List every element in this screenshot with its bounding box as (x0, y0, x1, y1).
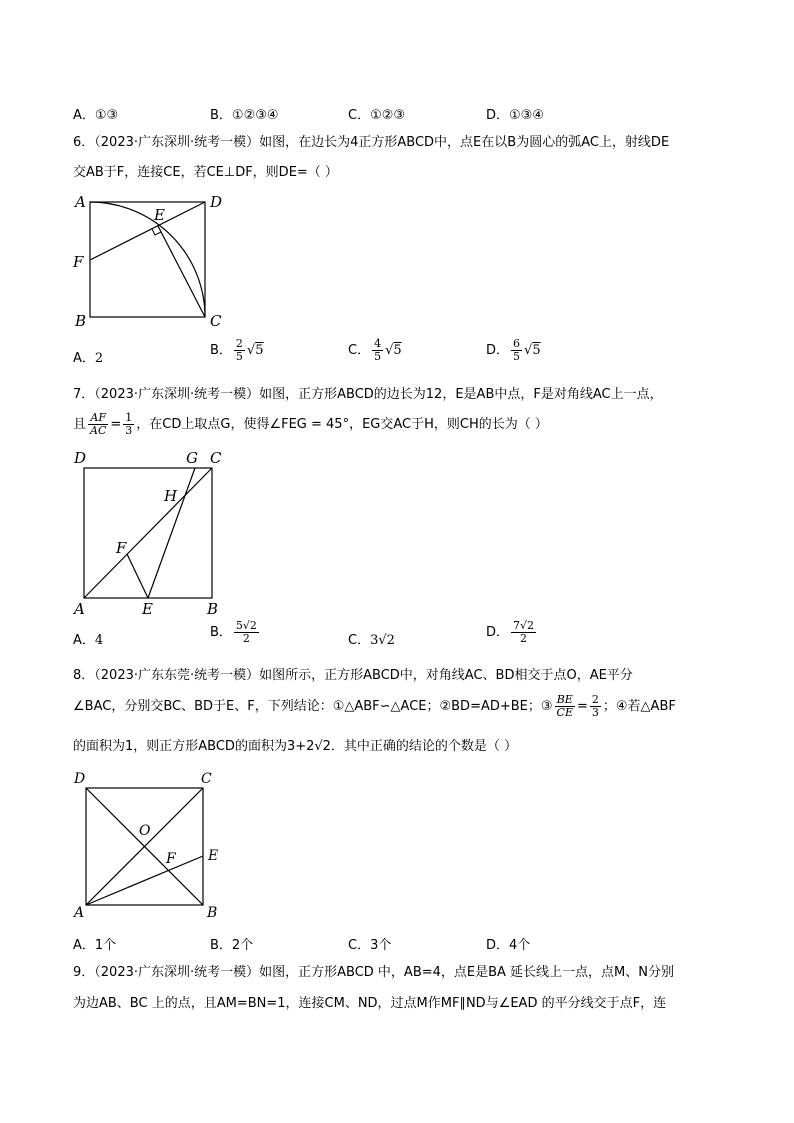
q8-label-b: B (207, 905, 218, 920)
q7-option-d-den: 2 (520, 632, 528, 645)
q6-option-c[interactable]: C． $\frac{4}{5}$ √5 (348, 337, 402, 363)
q7-option-d-num: 7√2 (513, 619, 535, 632)
q8-eq: = (577, 698, 588, 714)
q7-option-c-value: 3√2 (370, 633, 395, 648)
q9-stem-line2: 为边AB、BC 上的点，且AM=BN=1，连接CM、ND，过点M作MF∥ND与∠EAD 的平分线交于点F，连 (73, 996, 667, 1011)
q6-option-a-value: 2 (94, 351, 104, 366)
q5-option-d[interactable]: D．①③④ (486, 108, 544, 123)
q8-frac-num: BE (556, 693, 573, 706)
q6-option-b-den: 5 (235, 350, 243, 363)
q7-option-a[interactable] (73, 629, 103, 648)
q6-label-e: E (154, 206, 165, 224)
q6-option-d-rad: 5 (532, 343, 541, 358)
q7-frac2-num: 1 (125, 411, 133, 424)
q7-line2-pre: 且 (73, 416, 87, 432)
q7-label-e: E (142, 600, 153, 614)
q7-option-c[interactable] (348, 629, 395, 648)
q7-option-b-den: 2 (242, 632, 250, 645)
q8-label-o: O (139, 823, 151, 839)
q8-frac2-num: 2 (591, 693, 599, 706)
q8-label-f: F (166, 851, 176, 867)
q8-stem-line3: 的面积为1，则正方形ABCD的面积为3+2√2．其中正确的结论的个数是（ ） (73, 739, 518, 754)
q8-option-d[interactable]: D．4个 (486, 938, 531, 953)
q9-stem-line1: 9．（2023·广东深圳·统考一模）如图，正方形ABCD 中，AB=4，点E是BA 延长线上一点，点M、N分别 (73, 965, 674, 980)
q7-frac2-den: 3 (125, 424, 133, 437)
q6-option-b[interactable]: B． $\frac{2}{5}$ √5 (210, 337, 264, 363)
q7-option-b-letter: B． (210, 625, 232, 640)
q8-ratio-fraction (555, 694, 575, 719)
q6-option-b-rad: 5 (255, 343, 264, 358)
q6-stem-line2: 交AB于F，连接CE，若CE⊥DF，则DE=（ ） (73, 165, 338, 180)
q8-figure (70, 768, 230, 920)
q6-stem-line1: 6．（2023·广东深圳·统考一模）如图，在边长为4正方形ABCD中，点E在以B为圆心的弧AC上，射线DE (73, 135, 670, 150)
q7-figure (70, 446, 230, 614)
q8-frac2-den: 3 (591, 706, 599, 719)
q8-frac-den: CE (556, 706, 573, 719)
q7-label-f: F (116, 539, 127, 557)
q6-option-d-letter: D． (486, 343, 510, 358)
q5-option-a[interactable]: A．①③ (73, 108, 119, 123)
q8-label-a: A (74, 905, 85, 920)
q8-ratio-value (590, 694, 601, 719)
q6-label-c: C (210, 312, 222, 330)
q7-option-d-letter: D． (486, 625, 510, 640)
q7-ratio-fraction (88, 412, 108, 437)
q6-label-a: A (75, 193, 86, 211)
q7-option-a-value: 4 (94, 633, 104, 648)
q7-label-d: D (74, 449, 87, 467)
q7-label-a: A (74, 600, 85, 614)
q7-stem-line1: 7．（2023·广东深圳·统考一模）如图，正方形ABCD的边长为12，E是AB中点，F是对角线AC上一点， (73, 387, 663, 402)
q7-label-h: H (164, 487, 178, 505)
q7-frac-num: AF (90, 411, 106, 424)
q7-label-g: G (186, 449, 198, 467)
q8-option-c[interactable]: C．3个 (348, 938, 392, 953)
q8-label-e: E (208, 848, 219, 864)
q8-stem-line1: 8．（2023·广东东莞·统考一模）如图所示，正方形ABCD中，对角线AC、BD相交于点O，AE平分 (73, 668, 633, 683)
q8-label-d: D (74, 771, 86, 787)
q6-option-c-num: 4 (374, 337, 382, 350)
q7-eq: = (110, 416, 122, 432)
q5-option-c[interactable]: C．①②③ (348, 108, 406, 123)
q7-label-c: C (210, 449, 222, 467)
q7-option-c-letter: C． (348, 633, 371, 648)
q8-option-b[interactable]: B．2个 (210, 938, 254, 953)
q7-option-b[interactable] (210, 620, 261, 645)
q6-option-a[interactable] (73, 347, 103, 366)
q7-option-d[interactable] (486, 620, 538, 645)
q7-ratio-value (123, 412, 134, 437)
q5-option-b[interactable]: B．①②③④ (210, 108, 279, 123)
q6-option-c-den: 5 (374, 350, 382, 363)
q6-label-b: B (75, 312, 87, 330)
q6-option-c-rad: 5 (393, 343, 402, 358)
q7-line2-post: ，在CD上取点G，使得∠FEG = 45°，EG交AC于H，则CH的长为（ ） (136, 416, 548, 432)
q6-label-d: D (210, 193, 223, 211)
q8-line2-post: ；④若△ABF (602, 698, 676, 714)
q6-option-b-num: 2 (235, 337, 243, 350)
q8-line2-pre: ∠BAC，分别交BC、BD于E、F，下列结论：①△ABF∽△ACE；②BD=AD+BE；③ (73, 698, 553, 714)
q6-option-a-letter: A． (73, 351, 95, 366)
q6-option-b-letter: B． (210, 343, 232, 358)
q8-stem-line2 (73, 694, 676, 719)
q7-option-b-num: 5√2 (235, 619, 257, 632)
q8-option-a[interactable]: A．1个 (73, 938, 117, 953)
q7-label-b: B (207, 600, 219, 614)
q6-option-d-den: 5 (513, 350, 521, 363)
q7-stem-line2 (73, 412, 548, 437)
q7-frac-den: AC (90, 424, 107, 437)
q7-option-a-letter: A． (73, 633, 95, 648)
q6-figure (70, 192, 230, 330)
q8-label-c: C (201, 771, 212, 787)
q6-option-d-num: 6 (513, 337, 521, 350)
q6-option-c-letter: C． (348, 343, 371, 358)
q6-label-f: F (73, 253, 84, 271)
q6-option-d[interactable]: D． $\frac{6}{5}$ √5 (486, 337, 541, 363)
